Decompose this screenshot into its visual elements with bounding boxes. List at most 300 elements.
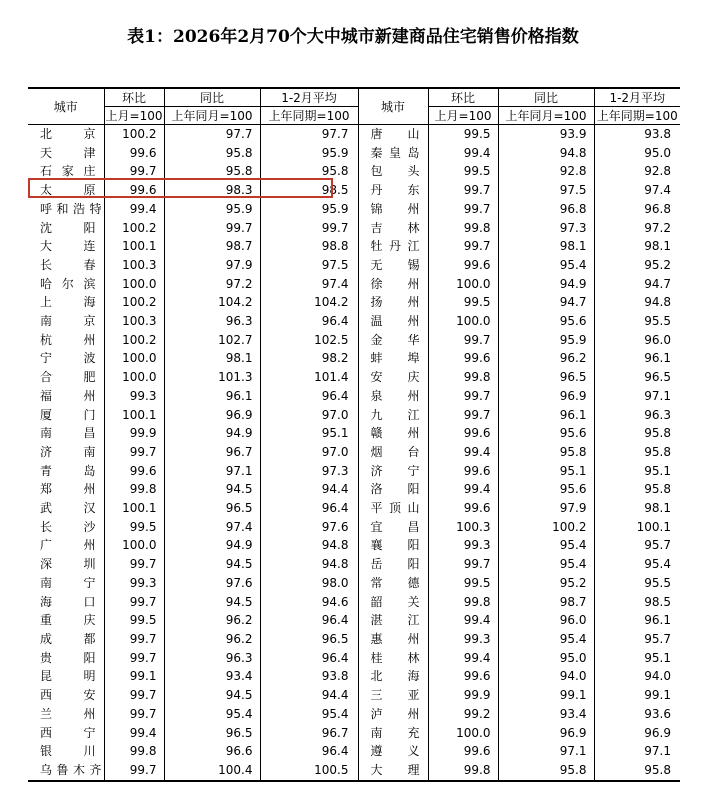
index-value: 95.8 xyxy=(164,144,260,163)
city-name: 岳阳 xyxy=(358,555,428,574)
index-value: 97.1 xyxy=(594,742,680,761)
header-avg-left: 1-2月平均 xyxy=(260,88,358,107)
table-row xyxy=(28,125,680,144)
table-body xyxy=(28,125,680,781)
index-value: 97.7 xyxy=(260,125,358,144)
index-value: 96.6 xyxy=(164,742,260,761)
header-city-right: 城市 xyxy=(358,88,428,125)
index-value: 94.9 xyxy=(164,424,260,443)
header-city-left: 城市 xyxy=(53,99,78,114)
table-row xyxy=(28,293,680,312)
city-name: 南宁 xyxy=(40,575,96,590)
index-value: 99.7 xyxy=(104,686,164,705)
index-value: 100.4 xyxy=(164,761,260,781)
city-name: 包头 xyxy=(358,162,428,181)
index-value: 93.6 xyxy=(594,705,680,724)
table-row xyxy=(28,649,680,668)
index-value: 100.3 xyxy=(104,312,164,331)
city-name: 唐山 xyxy=(358,125,428,144)
city-name: 九江 xyxy=(358,406,428,425)
index-value: 97.1 xyxy=(164,462,260,481)
city-name: 大连 xyxy=(40,239,96,254)
index-value: 97.9 xyxy=(498,499,594,518)
index-value: 94.6 xyxy=(260,593,358,612)
index-value: 97.3 xyxy=(498,219,594,238)
index-value: 100.2 xyxy=(498,518,594,537)
city-name: 银川 xyxy=(40,744,96,759)
city-name: 桂林 xyxy=(358,649,428,668)
index-value: 96.4 xyxy=(260,499,358,518)
index-value: 95.4 xyxy=(594,555,680,574)
index-value: 95.9 xyxy=(260,200,358,219)
table-row xyxy=(28,480,680,499)
table-row xyxy=(28,536,680,555)
index-value: 95.4 xyxy=(498,256,594,275)
city-name: 洛阳 xyxy=(358,480,428,499)
index-value: 97.4 xyxy=(164,518,260,537)
table-row xyxy=(28,630,680,649)
index-value: 99.7 xyxy=(164,219,260,238)
index-value: 99.7 xyxy=(104,443,164,462)
table-row xyxy=(28,368,680,387)
index-value: 92.8 xyxy=(594,162,680,181)
index-value: 95.7 xyxy=(594,630,680,649)
index-value: 96.9 xyxy=(164,406,260,425)
index-value: 99.7 xyxy=(428,555,498,574)
city-name: 安庆 xyxy=(358,368,428,387)
city-name: 哈尔滨 xyxy=(40,276,96,291)
table-row xyxy=(28,742,680,761)
index-value: 96.2 xyxy=(164,630,260,649)
index-value: 98.0 xyxy=(260,574,358,593)
index-value: 100.0 xyxy=(428,312,498,331)
index-value: 100.1 xyxy=(104,499,164,518)
index-value: 99.6 xyxy=(104,144,164,163)
index-value: 99.8 xyxy=(428,219,498,238)
index-value: 99.5 xyxy=(428,574,498,593)
city-name: 扬州 xyxy=(358,293,428,312)
city-name: 大理 xyxy=(358,761,428,781)
index-value: 99.7 xyxy=(104,593,164,612)
index-value: 99.9 xyxy=(104,424,164,443)
city-name: 温州 xyxy=(358,312,428,331)
index-value: 99.1 xyxy=(498,686,594,705)
table-row xyxy=(28,518,680,537)
index-value: 95.4 xyxy=(260,705,358,724)
city-name: 韶关 xyxy=(358,593,428,612)
city-name: 惠州 xyxy=(358,630,428,649)
index-value: 95.8 xyxy=(594,761,680,781)
table-row xyxy=(28,555,680,574)
index-value: 93.9 xyxy=(498,125,594,144)
index-value: 95.6 xyxy=(498,480,594,499)
index-value: 97.4 xyxy=(594,181,680,200)
table-row xyxy=(28,275,680,294)
index-value: 99.8 xyxy=(104,480,164,499)
city-name: 南京 xyxy=(40,314,96,329)
index-value: 96.9 xyxy=(498,724,594,743)
index-value: 95.1 xyxy=(594,462,680,481)
index-value: 96.3 xyxy=(164,649,260,668)
index-value: 99.6 xyxy=(104,462,164,481)
index-value: 95.9 xyxy=(164,200,260,219)
index-value: 100.2 xyxy=(104,219,164,238)
city-name: 宜昌 xyxy=(358,518,428,537)
index-value: 96.1 xyxy=(594,349,680,368)
city-name: 南充 xyxy=(358,724,428,743)
table-row xyxy=(28,424,680,443)
index-value: 99.7 xyxy=(428,237,498,256)
index-value: 100.0 xyxy=(104,275,164,294)
index-value: 99.7 xyxy=(104,705,164,724)
index-value: 96.4 xyxy=(260,649,358,668)
city-name: 乌鲁木齐 xyxy=(40,762,102,777)
index-value: 99.4 xyxy=(428,649,498,668)
city-name: 吉林 xyxy=(358,219,428,238)
index-value: 99.5 xyxy=(428,293,498,312)
index-value: 97.4 xyxy=(260,275,358,294)
index-value: 96.7 xyxy=(164,443,260,462)
index-value: 93.8 xyxy=(594,125,680,144)
index-value: 94.5 xyxy=(164,555,260,574)
index-value: 95.4 xyxy=(498,555,594,574)
index-value: 99.5 xyxy=(428,125,498,144)
index-value: 97.5 xyxy=(498,181,594,200)
city-name: 秦皇岛 xyxy=(358,144,428,163)
index-value: 95.7 xyxy=(594,536,680,555)
index-value: 99.3 xyxy=(428,630,498,649)
index-value: 99.7 xyxy=(104,162,164,181)
table-row xyxy=(28,611,680,630)
index-value: 94.7 xyxy=(498,293,594,312)
index-value: 99.6 xyxy=(428,424,498,443)
index-value: 96.7 xyxy=(260,724,358,743)
header-avg-base-left: 上年同期=100 xyxy=(260,107,358,125)
index-value: 99.3 xyxy=(104,574,164,593)
index-value: 99.6 xyxy=(104,181,164,200)
index-value: 94.8 xyxy=(260,536,358,555)
city-name: 南昌 xyxy=(40,426,96,441)
header-yoy-base-left: 上年同月=100 xyxy=(164,107,260,125)
index-value: 94.9 xyxy=(498,275,594,294)
city-name: 石家庄 xyxy=(40,164,96,179)
index-value: 96.4 xyxy=(260,312,358,331)
index-value: 102.7 xyxy=(164,331,260,350)
index-value: 94.0 xyxy=(498,667,594,686)
index-value: 97.1 xyxy=(498,742,594,761)
city-name: 厦门 xyxy=(40,407,96,422)
index-value: 99.8 xyxy=(104,742,164,761)
index-value: 94.5 xyxy=(164,480,260,499)
index-value: 98.5 xyxy=(594,593,680,612)
city-name: 蚌埠 xyxy=(358,349,428,368)
city-name: 西宁 xyxy=(40,725,96,740)
index-value: 94.4 xyxy=(260,480,358,499)
index-value: 95.8 xyxy=(594,424,680,443)
header-mom-base-left: 上月=100 xyxy=(105,108,163,123)
index-value: 96.2 xyxy=(164,611,260,630)
table-row xyxy=(28,593,680,612)
index-value: 99.8 xyxy=(428,593,498,612)
index-value: 98.8 xyxy=(260,237,358,256)
city-name: 三亚 xyxy=(358,686,428,705)
index-value: 98.1 xyxy=(498,237,594,256)
index-value: 99.3 xyxy=(104,387,164,406)
city-name: 湛江 xyxy=(358,611,428,630)
index-value: 95.2 xyxy=(594,256,680,275)
index-value: 100.0 xyxy=(104,349,164,368)
table-row xyxy=(28,256,680,275)
index-value: 99.8 xyxy=(428,368,498,387)
city-name: 丹东 xyxy=(358,181,428,200)
header-avg-right: 1-2月平均 xyxy=(594,88,680,107)
index-value: 99.4 xyxy=(104,724,164,743)
index-value: 96.9 xyxy=(594,724,680,743)
city-name: 平顶山 xyxy=(358,499,428,518)
index-value: 99.9 xyxy=(428,686,498,705)
table-row xyxy=(28,387,680,406)
index-value: 97.2 xyxy=(164,275,260,294)
index-value: 98.7 xyxy=(164,237,260,256)
index-value: 99.6 xyxy=(428,742,498,761)
index-value: 99.4 xyxy=(428,443,498,462)
header-avg-base-right: 上年同期=100 xyxy=(594,107,680,125)
index-value: 95.8 xyxy=(164,162,260,181)
index-value: 99.6 xyxy=(428,667,498,686)
index-value: 96.8 xyxy=(498,200,594,219)
index-value: 99.5 xyxy=(104,518,164,537)
index-value: 99.7 xyxy=(428,406,498,425)
index-value: 99.1 xyxy=(594,686,680,705)
index-value: 95.0 xyxy=(594,144,680,163)
city-name: 金华 xyxy=(358,331,428,350)
header-yoy-right: 同比 xyxy=(498,88,594,107)
city-name: 北海 xyxy=(358,667,428,686)
city-name: 广州 xyxy=(40,538,96,553)
index-value: 100.2 xyxy=(104,125,164,144)
city-name: 牡丹江 xyxy=(358,237,428,256)
index-value: 97.9 xyxy=(164,256,260,275)
index-value: 104.2 xyxy=(164,293,260,312)
table-row xyxy=(28,237,680,256)
index-value: 99.7 xyxy=(428,387,498,406)
city-name: 太原 xyxy=(40,183,96,198)
index-value: 100.2 xyxy=(104,331,164,350)
index-value: 99.4 xyxy=(428,611,498,630)
index-value: 96.2 xyxy=(498,349,594,368)
page-title: 表1：2026年2月70个大中城市新建商品住宅销售价格指数 xyxy=(127,27,579,47)
index-value: 96.5 xyxy=(164,499,260,518)
index-value: 99.1 xyxy=(104,667,164,686)
index-value: 100.3 xyxy=(428,518,498,537)
index-value: 99.4 xyxy=(104,200,164,219)
city-name: 天津 xyxy=(40,145,96,160)
index-value: 93.4 xyxy=(164,667,260,686)
city-name: 海口 xyxy=(40,594,96,609)
index-value: 98.1 xyxy=(594,237,680,256)
city-name: 西安 xyxy=(40,688,96,703)
city-name: 成都 xyxy=(40,631,96,646)
index-value: 100.2 xyxy=(104,293,164,312)
city-name: 赣州 xyxy=(358,424,428,443)
highlight-box xyxy=(28,178,333,198)
index-value: 95.8 xyxy=(498,761,594,781)
index-value: 97.2 xyxy=(594,219,680,238)
city-name: 宁波 xyxy=(40,351,96,366)
city-name: 兰州 xyxy=(40,706,96,721)
city-name: 郑州 xyxy=(40,482,96,497)
index-value: 95.9 xyxy=(498,331,594,350)
index-value: 99.6 xyxy=(428,499,498,518)
index-value: 100.1 xyxy=(104,237,164,256)
index-value: 100.0 xyxy=(104,368,164,387)
index-value: 99.4 xyxy=(428,144,498,163)
index-value: 100.5 xyxy=(260,761,358,781)
index-value: 96.5 xyxy=(594,368,680,387)
index-value: 102.5 xyxy=(260,331,358,350)
index-value: 99.3 xyxy=(428,536,498,555)
table-row xyxy=(28,349,680,368)
index-value: 94.8 xyxy=(260,555,358,574)
index-value: 100.0 xyxy=(428,275,498,294)
header-mom-base-right: 上月=100 xyxy=(428,107,498,125)
city-name: 重庆 xyxy=(40,613,96,628)
index-value: 95.5 xyxy=(594,574,680,593)
table-row xyxy=(28,574,680,593)
index-value: 96.5 xyxy=(498,368,594,387)
index-value: 98.2 xyxy=(260,349,358,368)
index-value: 95.5 xyxy=(594,312,680,331)
city-name: 杭州 xyxy=(40,332,96,347)
index-value: 101.4 xyxy=(260,368,358,387)
index-value: 98.1 xyxy=(594,499,680,518)
index-value: 99.7 xyxy=(260,219,358,238)
index-value: 94.8 xyxy=(594,293,680,312)
city-name: 锦州 xyxy=(358,200,428,219)
index-value: 99.7 xyxy=(428,331,498,350)
city-name: 长春 xyxy=(40,257,96,272)
header-yoy-left: 同比 xyxy=(164,88,260,107)
header-mom-right: 环比 xyxy=(428,88,498,107)
index-value: 99.6 xyxy=(428,349,498,368)
index-value: 94.0 xyxy=(594,667,680,686)
index-value: 99.7 xyxy=(104,630,164,649)
city-name: 深圳 xyxy=(40,557,96,572)
header-yoy-base-right: 上年同月=100 xyxy=(498,107,594,125)
table-row xyxy=(28,144,680,163)
index-value: 94.4 xyxy=(260,686,358,705)
table-row xyxy=(28,462,680,481)
table-row xyxy=(28,200,680,219)
index-value: 96.0 xyxy=(498,611,594,630)
index-value: 93.8 xyxy=(260,667,358,686)
index-value: 97.7 xyxy=(164,125,260,144)
table-row xyxy=(28,443,680,462)
index-value: 95.4 xyxy=(498,630,594,649)
index-value: 95.8 xyxy=(594,480,680,499)
index-value: 97.6 xyxy=(260,518,358,537)
index-value: 100.3 xyxy=(104,256,164,275)
index-value: 99.5 xyxy=(104,611,164,630)
index-value: 100.0 xyxy=(428,724,498,743)
index-value: 99.7 xyxy=(104,649,164,668)
index-value: 99.4 xyxy=(428,480,498,499)
index-value: 99.7 xyxy=(428,181,498,200)
city-name: 昆明 xyxy=(40,669,96,684)
index-value: 99.7 xyxy=(104,761,164,781)
city-name: 呼和浩特 xyxy=(40,201,102,216)
index-value: 99.7 xyxy=(104,555,164,574)
index-value: 95.4 xyxy=(164,705,260,724)
index-value: 95.6 xyxy=(498,424,594,443)
index-value: 94.5 xyxy=(164,686,260,705)
index-value: 96.0 xyxy=(594,331,680,350)
index-value: 96.3 xyxy=(594,406,680,425)
index-value: 97.3 xyxy=(260,462,358,481)
index-value: 96.1 xyxy=(594,611,680,630)
index-value: 95.8 xyxy=(594,443,680,462)
city-name: 武汉 xyxy=(40,501,96,516)
index-value: 98.7 xyxy=(498,593,594,612)
city-name: 合肥 xyxy=(40,370,96,385)
city-name: 遵义 xyxy=(358,742,428,761)
index-value: 95.1 xyxy=(594,649,680,668)
index-value: 100.1 xyxy=(104,406,164,425)
index-value: 104.2 xyxy=(260,293,358,312)
city-name: 贵阳 xyxy=(40,650,96,665)
index-value: 98.1 xyxy=(164,349,260,368)
index-value: 96.4 xyxy=(260,387,358,406)
index-value: 100.1 xyxy=(594,518,680,537)
index-value: 99.6 xyxy=(428,462,498,481)
index-value: 97.1 xyxy=(594,387,680,406)
index-value: 98.5 xyxy=(260,181,358,200)
index-value: 95.4 xyxy=(498,536,594,555)
city-name: 无锡 xyxy=(358,256,428,275)
index-value: 96.8 xyxy=(594,200,680,219)
city-name: 泸州 xyxy=(358,705,428,724)
city-name: 襄阳 xyxy=(358,536,428,555)
index-value: 94.9 xyxy=(164,536,260,555)
city-name: 泉州 xyxy=(358,387,428,406)
index-value: 95.6 xyxy=(498,312,594,331)
index-value: 96.9 xyxy=(498,387,594,406)
index-value: 99.7 xyxy=(428,200,498,219)
index-value: 92.8 xyxy=(498,162,594,181)
index-value: 94.8 xyxy=(498,144,594,163)
table-row xyxy=(28,406,680,425)
table-row xyxy=(28,499,680,518)
index-value: 95.8 xyxy=(498,443,594,462)
index-value: 93.4 xyxy=(498,705,594,724)
city-name: 济宁 xyxy=(358,462,428,481)
index-value: 95.1 xyxy=(260,424,358,443)
index-value: 100.0 xyxy=(104,536,164,555)
index-value: 95.9 xyxy=(260,144,358,163)
city-name: 常德 xyxy=(358,574,428,593)
index-value: 95.1 xyxy=(498,462,594,481)
index-value: 95.8 xyxy=(260,162,358,181)
index-value: 94.5 xyxy=(164,593,260,612)
index-value: 96.1 xyxy=(498,406,594,425)
index-value: 98.3 xyxy=(164,181,260,200)
table-row xyxy=(28,761,680,781)
table-row xyxy=(28,667,680,686)
index-value: 99.6 xyxy=(428,256,498,275)
city-name: 上海 xyxy=(40,295,96,310)
index-value: 96.4 xyxy=(260,611,358,630)
index-value: 96.1 xyxy=(164,387,260,406)
